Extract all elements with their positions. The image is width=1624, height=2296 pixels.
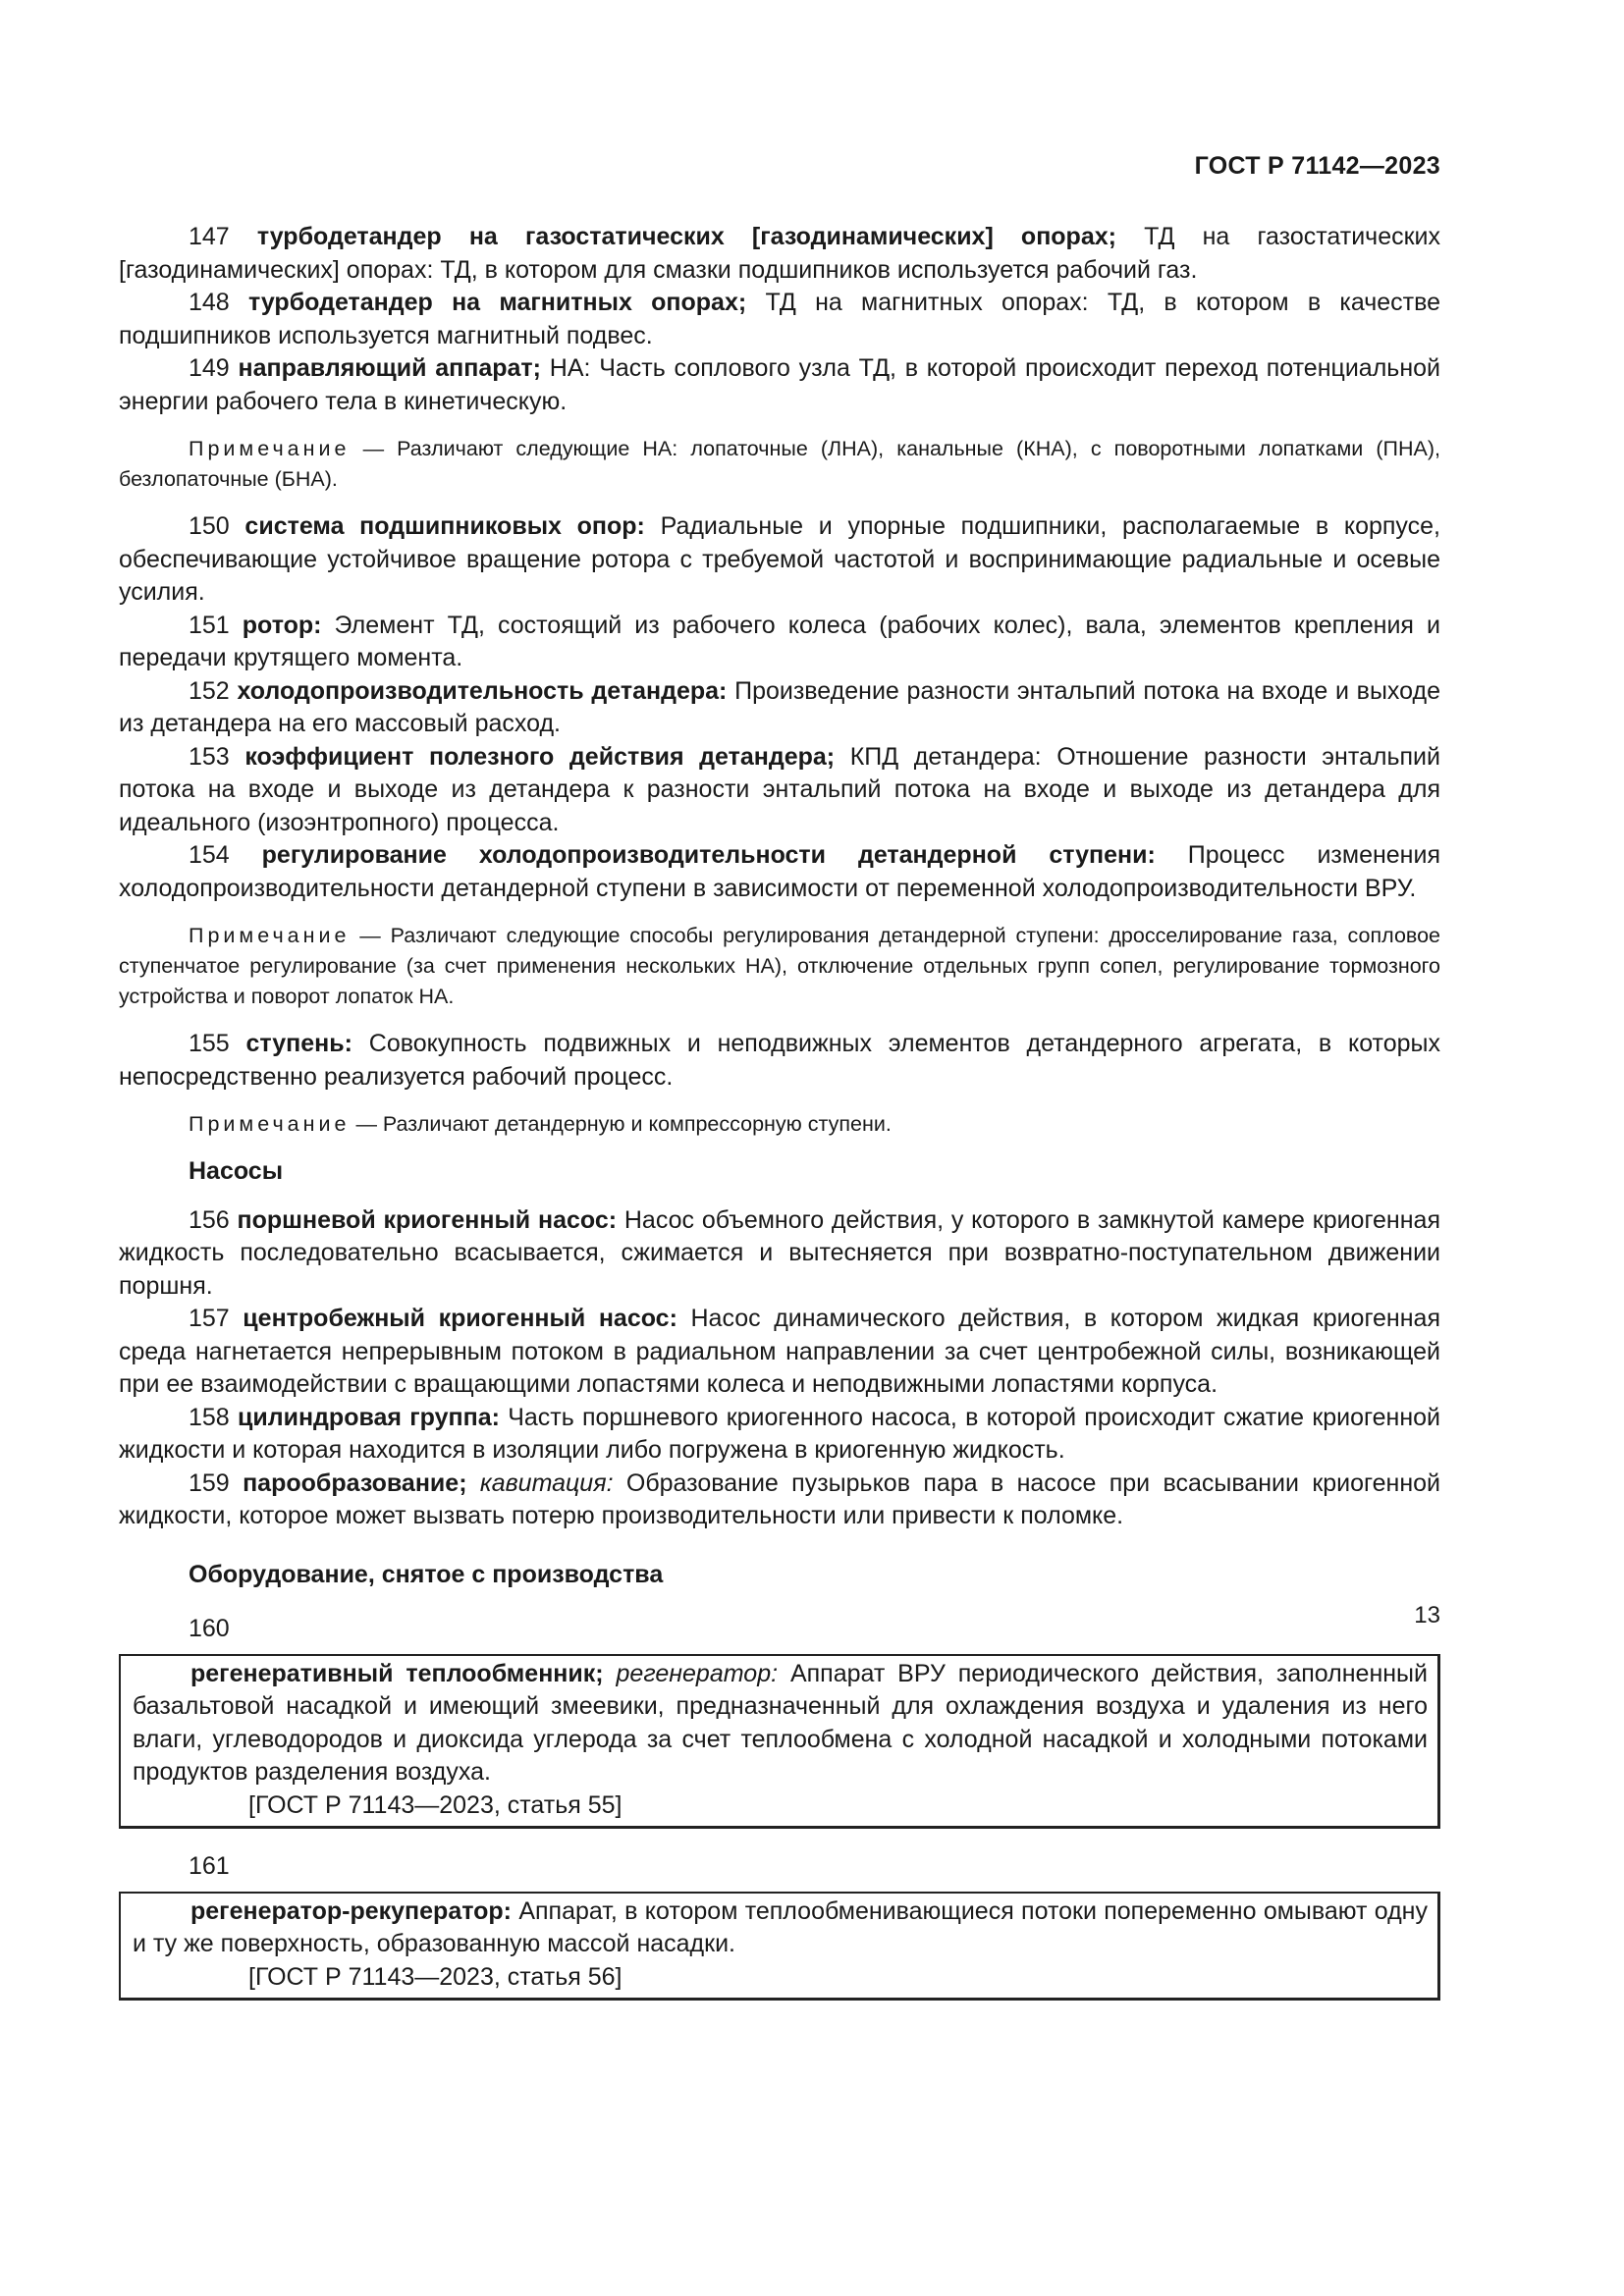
term-name: направляющий аппарат; [238, 354, 541, 382]
term-entry-150 [119, 510, 1440, 610]
term-number-160: 160 [189, 1615, 230, 1642]
note-3 [119, 1109, 1440, 1140]
term-name: регулирование холодопроизводительности детандерной ступени: [261, 841, 1156, 869]
note-text: — Различают детандерную и компрессорную ступени. [355, 1112, 892, 1136]
term-definition: ТД на газостатических [газодинамических] опорах: ТД, в котором для смазки подшипников используется рабочий газ. [119, 223, 1440, 284]
term-number-161: 161 [189, 1852, 230, 1880]
note-label: Примечание [189, 437, 351, 460]
note-text: — Различают следующие способы регулирования детандерной ступени: дросселирование газа, сопловое ступенчатое регулирование (за счет применения нескольких НА), отключение отдельных групп сопел, регулирование тормозного устройства и поворот лопаток НА. [119, 924, 1440, 1008]
term-entry-149 [119, 352, 1440, 418]
note-label: Примечание [189, 924, 351, 947]
term-definition: ТД на магнитных опорах: ТД, в котором в качестве подшипников используется магнитный подвес. [119, 289, 1440, 349]
term-entry-154 [119, 839, 1440, 905]
term-definition: Часть поршневого криогенного насоса, в которой происходит сжатие криогенной жидкости и которая находится в изоляции либо погружена в криогенную жидкость. [119, 1403, 1440, 1464]
term-name: ступень: [245, 1030, 352, 1057]
term-definition: Насос динамического действия, в котором жидкая криогенная среда нагнетается непрерывным потоком в радиальном направлении за счет центробежной силы, возникающей при ее взаимодействии с вращающими лопастями колеса и неподвижными лопастями корпуса. [119, 1305, 1440, 1398]
term-name: поршневой криогенный насос: [237, 1205, 618, 1234]
term-number: 152 [189, 676, 230, 705]
note-text: — Различают следующие НА: лопаточные (ЛНА), канальные (КНА), с поворотными лопатками (ПНА), безлопаточные (БНА). [119, 437, 1440, 491]
term-entry-161 [133, 1896, 1428, 1961]
term-name: парообразование; [243, 1468, 467, 1497]
term-number: 158 [189, 1403, 230, 1431]
term-entry-148 [119, 287, 1440, 352]
term-definition: Насос объемного действия, у которого в замкнутой камере криогенная жидкость последовательно всасывается, сжимается и вытесняется при возвратно-поступательном движении поршня. [119, 1205, 1440, 1300]
term-number: 151 [189, 611, 230, 639]
term-entry-155 [119, 1028, 1440, 1094]
term-definition: Процесс изменения холодопроизводительности детандерной ступени в зависимости от переменной холодопроизводительности ВРУ. [119, 841, 1440, 902]
term-entry-159 [119, 1468, 1440, 1533]
term-definition: Образование пузырьков пара в насосе при всасывании криогенной жидкости, которое может вызвать потерю производительности или привести к поломке. [119, 1468, 1440, 1529]
term-definition: Аппарат, в котором теплообменивающиеся потоки попеременно омывают одну и ту же поверхность, образованную массой насадки. [133, 1896, 1428, 1957]
term-name: холодопроизводительность детандера: [237, 676, 728, 705]
term-number: 150 [189, 512, 230, 540]
term-name: цилиндровая группа: [237, 1403, 500, 1431]
term-name: центробежный криогенный насос: [243, 1305, 677, 1332]
term-synonym: регенератор: [616, 1659, 779, 1687]
term-definition: Аппарат ВРУ периодического действия, заполненный базальтовой насадкой и имеющий змеевики, предназначенный для охлаждения воздуха и удаления из него влаги, углеводородов и диоксида углерода за счет теплообмена с холодной насадкой и холодными потоками продуктов разделения воздуха. [133, 1659, 1428, 1786]
term-definition: НА: Часть соплового узла ТД, в которой происходит переход потенциальной энергии рабочего тела в кинетическую. [119, 354, 1440, 415]
term-synonym: кавитация: [479, 1468, 614, 1497]
term-name: система подшипниковых опор: [244, 512, 645, 540]
note-2 [119, 921, 1440, 1012]
term-name: ротор: [242, 611, 322, 639]
term-number: 155 [189, 1030, 230, 1057]
term-entry-156 [119, 1204, 1440, 1304]
quoted-term-box-160 [119, 1654, 1440, 1830]
term-entry-153 [119, 741, 1440, 840]
section-heading-pumps: Насосы [189, 1157, 284, 1185]
note-label: Примечание [189, 1112, 351, 1136]
note-1 [119, 434, 1440, 495]
term-name: коэффициент полезного действия детандера; [244, 742, 836, 771]
page-number: 13 [1414, 1602, 1440, 1629]
term-entry-147 [119, 221, 1440, 287]
term-number: 157 [189, 1305, 230, 1332]
term-entry-152 [119, 675, 1440, 741]
term-number: 148 [189, 289, 230, 316]
page-content [119, 221, 1440, 2001]
term-entry-158 [119, 1402, 1440, 1468]
term-number: 153 [189, 742, 230, 771]
term-definition: Совокупность подвижных и неподвижных элементов детандерного агрегата, в которых непосредственно реализуется рабочий процесс. [119, 1030, 1440, 1091]
term-name: регенератор-рекуператор: [190, 1896, 513, 1925]
term-number: 156 [189, 1205, 230, 1234]
term-entry-151 [119, 610, 1440, 675]
section-heading-obsolete: Оборудование, снятое с производства [189, 1560, 664, 1588]
term-definition: КПД детандера: Отношение разности энтальпий потока на входе и выходе из детандера к разности энтальпий потока на входе и выходе из детандера для идеального (изоэнтропного) процесса. [119, 742, 1440, 836]
term-entry-157 [119, 1303, 1440, 1402]
quoted-term-box-161 [119, 1892, 1440, 2002]
document-code: ГОСТ Р 71142—2023 [1194, 152, 1440, 180]
term-definition: Произведение разности энтальпий потока на входе и выходе из детандера на его массовый расход. [119, 676, 1440, 737]
term-name: турбодетандер на газостатических [газодинамических] опорах; [256, 223, 1116, 250]
term-name: регенеративный теплообменник; [190, 1659, 604, 1687]
term-number: 149 [189, 354, 230, 382]
term-source: [ГОСТ Р 71143—2023, статья 55] [248, 1790, 623, 1819]
term-source: [ГОСТ Р 71143—2023, статья 56] [248, 1962, 623, 1991]
term-name: турбодетандер на магнитных опорах; [247, 289, 747, 316]
term-number: 147 [189, 223, 230, 250]
term-number: 159 [189, 1468, 230, 1497]
term-definition: Радиальные и упорные подшипники, располагаемые в корпусе, обеспечивающие устойчивое вращение ротора с требуемой частотой и воспринимающие радиальные и осевые усилия. [119, 512, 1440, 606]
term-number: 154 [189, 841, 230, 869]
term-definition: Элемент ТД, состоящий из рабочего колеса (рабочих колес), вала, элементов крепления и передачи крутящего момента. [119, 611, 1440, 671]
term-entry-160 [133, 1658, 1428, 1789]
